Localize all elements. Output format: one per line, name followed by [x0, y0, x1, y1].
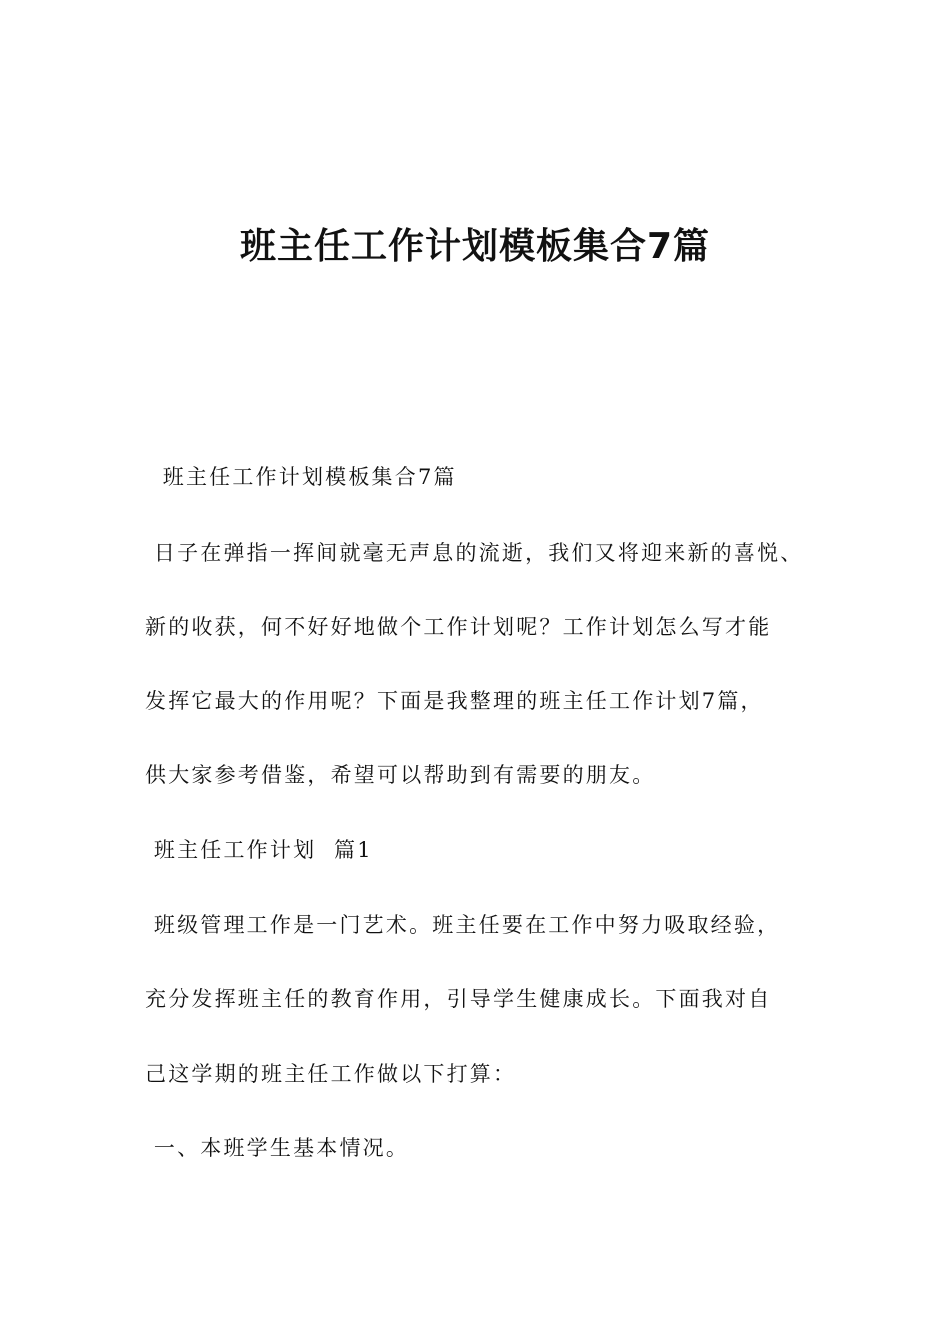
paragraph-line: 新的收获，何不好好地做个工作计划呢？工作计划怎么写才能 — [145, 615, 772, 639]
paragraph-line: 己这学期的班主任工作做以下打算： — [145, 1062, 517, 1086]
paragraph-line: 充分发挥班主任的教育作用，引导学生健康成长。下面我对自 — [145, 987, 772, 1011]
document-title: 班主任工作计划模板集合7篇 — [239, 226, 711, 267]
paragraph-line: 班级管理工作是一门艺术。班主任要在工作中努力吸取经验， — [145, 913, 781, 937]
subtitle-line: 班主任工作计划模板集合7篇 — [145, 465, 457, 489]
paragraph-line: 日子在弹指一挥间就毫无声息的流逝，我们又将迎来新的喜悦、 — [145, 541, 804, 565]
subsection-heading: 一、本班学生基本情况。 — [145, 1136, 410, 1160]
paragraph-line: 供大家参考借鉴，希望可以帮助到有需要的朋友。 — [145, 763, 656, 787]
paragraph-line: 发挥它最大的作用呢？下面是我整理的班主任工作计划7篇， — [145, 689, 764, 713]
section-heading: 班主任工作计划 篇1 — [145, 838, 373, 862]
